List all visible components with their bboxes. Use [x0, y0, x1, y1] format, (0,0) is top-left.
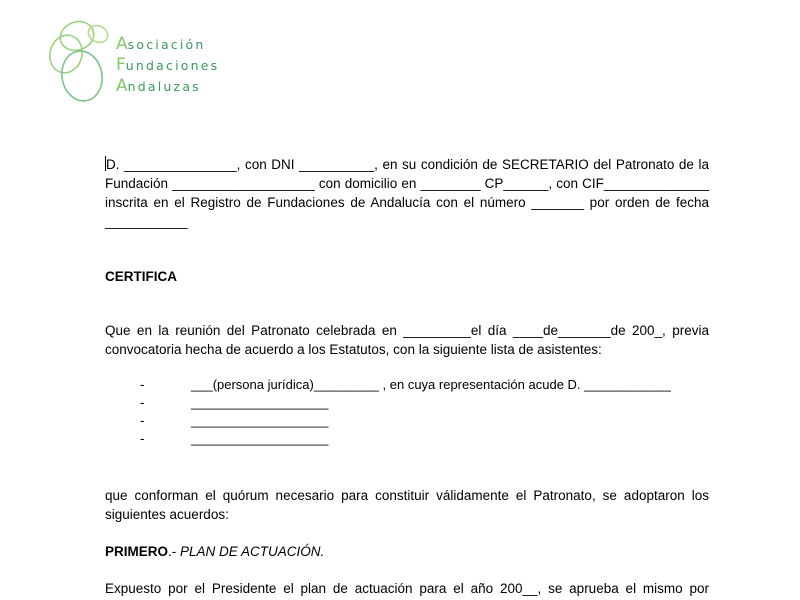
intro-line-3: inscrita en el Registro de Fundaciones de Andalucía con el número _______ por orden de fecha — [105, 195, 709, 210]
list-dash: - — [140, 413, 145, 428]
foundation-logo — [44, 14, 224, 106]
quorum-paragraph — [105, 486, 709, 524]
attendee-text: ___________________ — [191, 413, 329, 428]
list-dash: - — [140, 431, 145, 446]
attendee-text: ___________________ — [191, 395, 329, 410]
certifica-heading: CERTIFICA — [105, 269, 177, 284]
intro-paragraph — [105, 155, 709, 231]
list-item — [105, 393, 709, 411]
attendees-list — [105, 375, 709, 447]
meeting-paragraph — [105, 321, 709, 359]
meeting-line-2: convocatoria hecha de acuerdo a los Estatutos, con la siguiente lista de asistentes: — [105, 342, 602, 357]
agreement-heading — [105, 542, 324, 561]
list-dash: - — [140, 377, 145, 392]
list-item — [105, 411, 709, 429]
quorum-line-1: que conforman el quórum necesario para constituir válidamente el Patronato, se adoptaron los — [105, 488, 709, 503]
list-item — [105, 375, 709, 393]
meeting-line-1: Que en la reunión del Patronato celebrada en _________el día ____de_______de 200_, previa — [105, 323, 709, 338]
overlapping-rings-icon — [44, 14, 114, 106]
attendee-text: ___________________ — [191, 431, 329, 446]
logo-wordmark: Asociación Fundaciones Andaluzas — [116, 34, 220, 96]
intro-line-1: D. _______________, con DNI __________, en su condición de SECRETARIO del Patronato de la — [106, 157, 709, 172]
quorum-line-2: siguientes acuerdos: — [105, 507, 229, 522]
agreement-title: PLAN DE ACTUACIÓN. — [180, 544, 325, 559]
attendee-text: ___(persona jurídica)_________ , en cuya representación acude D. ____________ — [191, 377, 671, 392]
intro-line-4: ___________ — [105, 214, 188, 229]
exposition-paragraph — [105, 579, 709, 598]
agreement-separator: .- — [168, 544, 181, 559]
agreement-label: PRIMERO — [105, 544, 169, 559]
intro-line-2: Fundación ___________________ con domicilio en ________ CP______, con CIF______________ — [105, 176, 709, 191]
list-dash: - — [140, 395, 145, 410]
list-item — [105, 429, 709, 447]
exposition-line-1: Expuesto por el Presidente el plan de actuación para el año 200__, se aprueba el mismo por — [105, 581, 709, 596]
